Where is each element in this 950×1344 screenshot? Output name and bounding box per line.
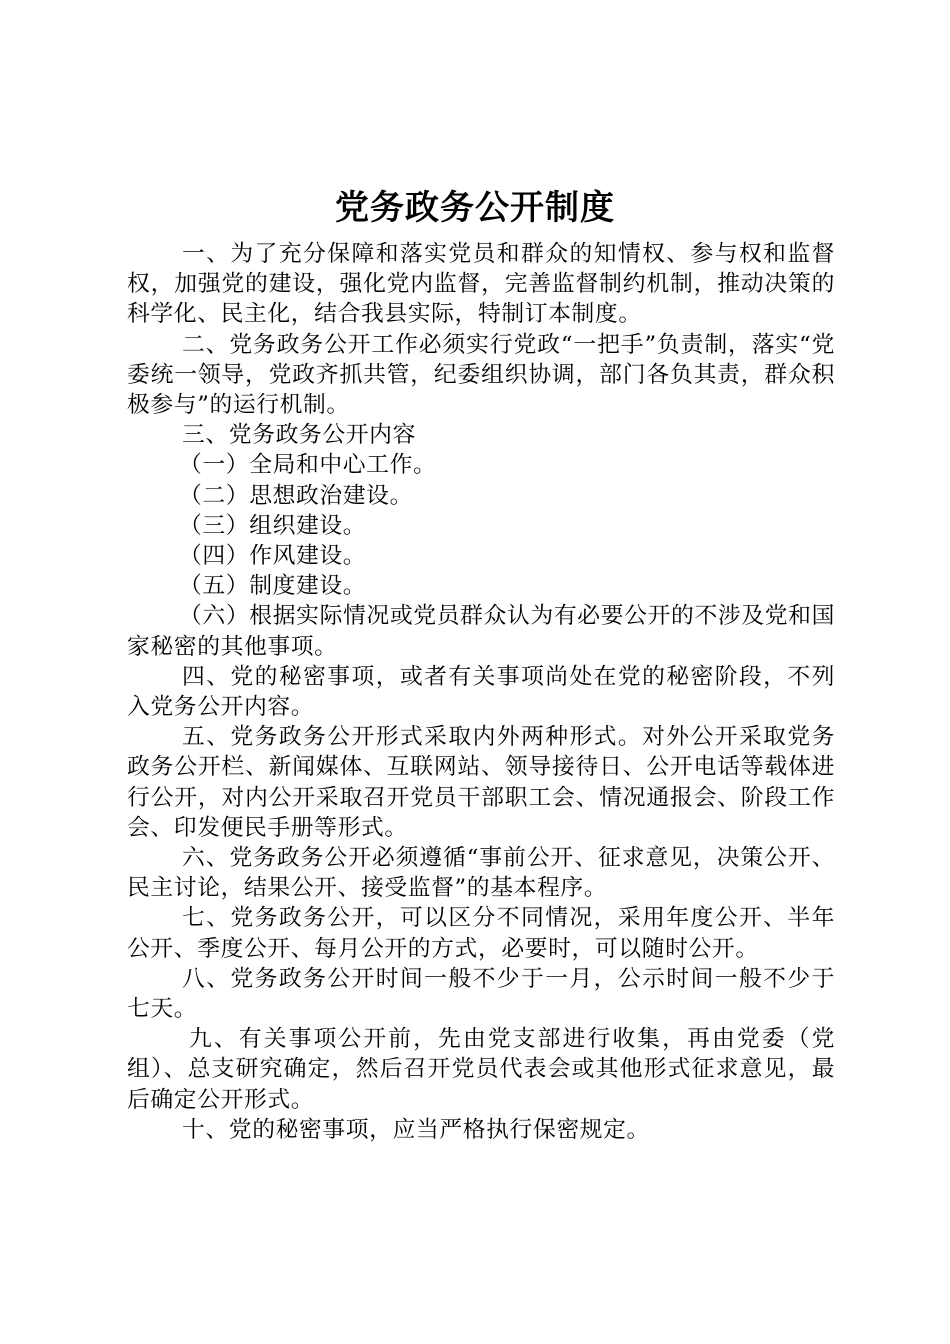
paragraph-9: 九、有关事项公开前，先由党支部进行收集，再由党委（党组）、总支研究确定，然后召开党员代表会或其他形式征求意见，最后确定公开形式。	[127, 1026, 835, 1113]
paragraph-3-heading: 三、党务政务公开内容	[182, 422, 416, 449]
list-item-6: （六）根据实际情况或党员群众认为有必要公开的不涉及党和国家秘密的其他事项。	[127, 603, 835, 660]
paragraph-2: 二、党务政务公开工作必须实行党政“一把手”负责制，落实“党委统一领导，党政齐抓共管，纪委组织协调，部门各负其责，群众积极参与”的运行机制。	[127, 331, 835, 419]
list-item-3: （三）组织建设。	[179, 512, 367, 539]
paragraph-5: 五、党务政务公开形式采取内外两种形式。对外公开采取党务政务公开栏、新闻媒体、互联网站、领导接待日、公开电话等载体进行公开，对内公开采取召开党员干部职工会、情况通报会、阶段工作会、印发便民手册等形式。	[127, 724, 835, 841]
list-item-5: （五）制度建设。	[179, 573, 367, 600]
paragraph-6: 六、党务政务公开必须遵循“事前公开、征求意见，决策公开、民主讨论，结果公开、接受监督”的基本程序。	[127, 845, 835, 902]
paragraph-10: 十、党的秘密事项，应当严格执行保密规定。	[182, 1116, 650, 1143]
paragraph-8: 八、党务政务公开时间一般不少于一月，公示时间一般不少于七天。	[127, 965, 835, 1023]
document-body	[127, 239, 835, 1145]
list-item-1: （一）全局和中心工作。	[179, 452, 437, 479]
list-item-4: （四）作风建设。	[179, 543, 367, 570]
list-item-2: （二）思想政治建设。	[179, 482, 413, 509]
paragraph-4: 四、党的秘密事项，或者有关事项尚处在党的秘密阶段，不列入党务公开内容。	[127, 663, 835, 721]
paragraph-1: 一、为了充分保障和落实党员和群众的知情权、参与权和监督权，加强党的建设，强化党内监督，完善监督制约机制，推动决策的科学化、民主化，结合我县实际，特制订本制度。	[127, 241, 835, 328]
paragraph-7: 七、党务政务公开，可以区分不同情况，采用年度公开、半年公开、季度公开、每月公开的方式，必要时，可以随时公开。	[127, 905, 835, 962]
document-title: 党务政务公开制度	[335, 188, 615, 228]
